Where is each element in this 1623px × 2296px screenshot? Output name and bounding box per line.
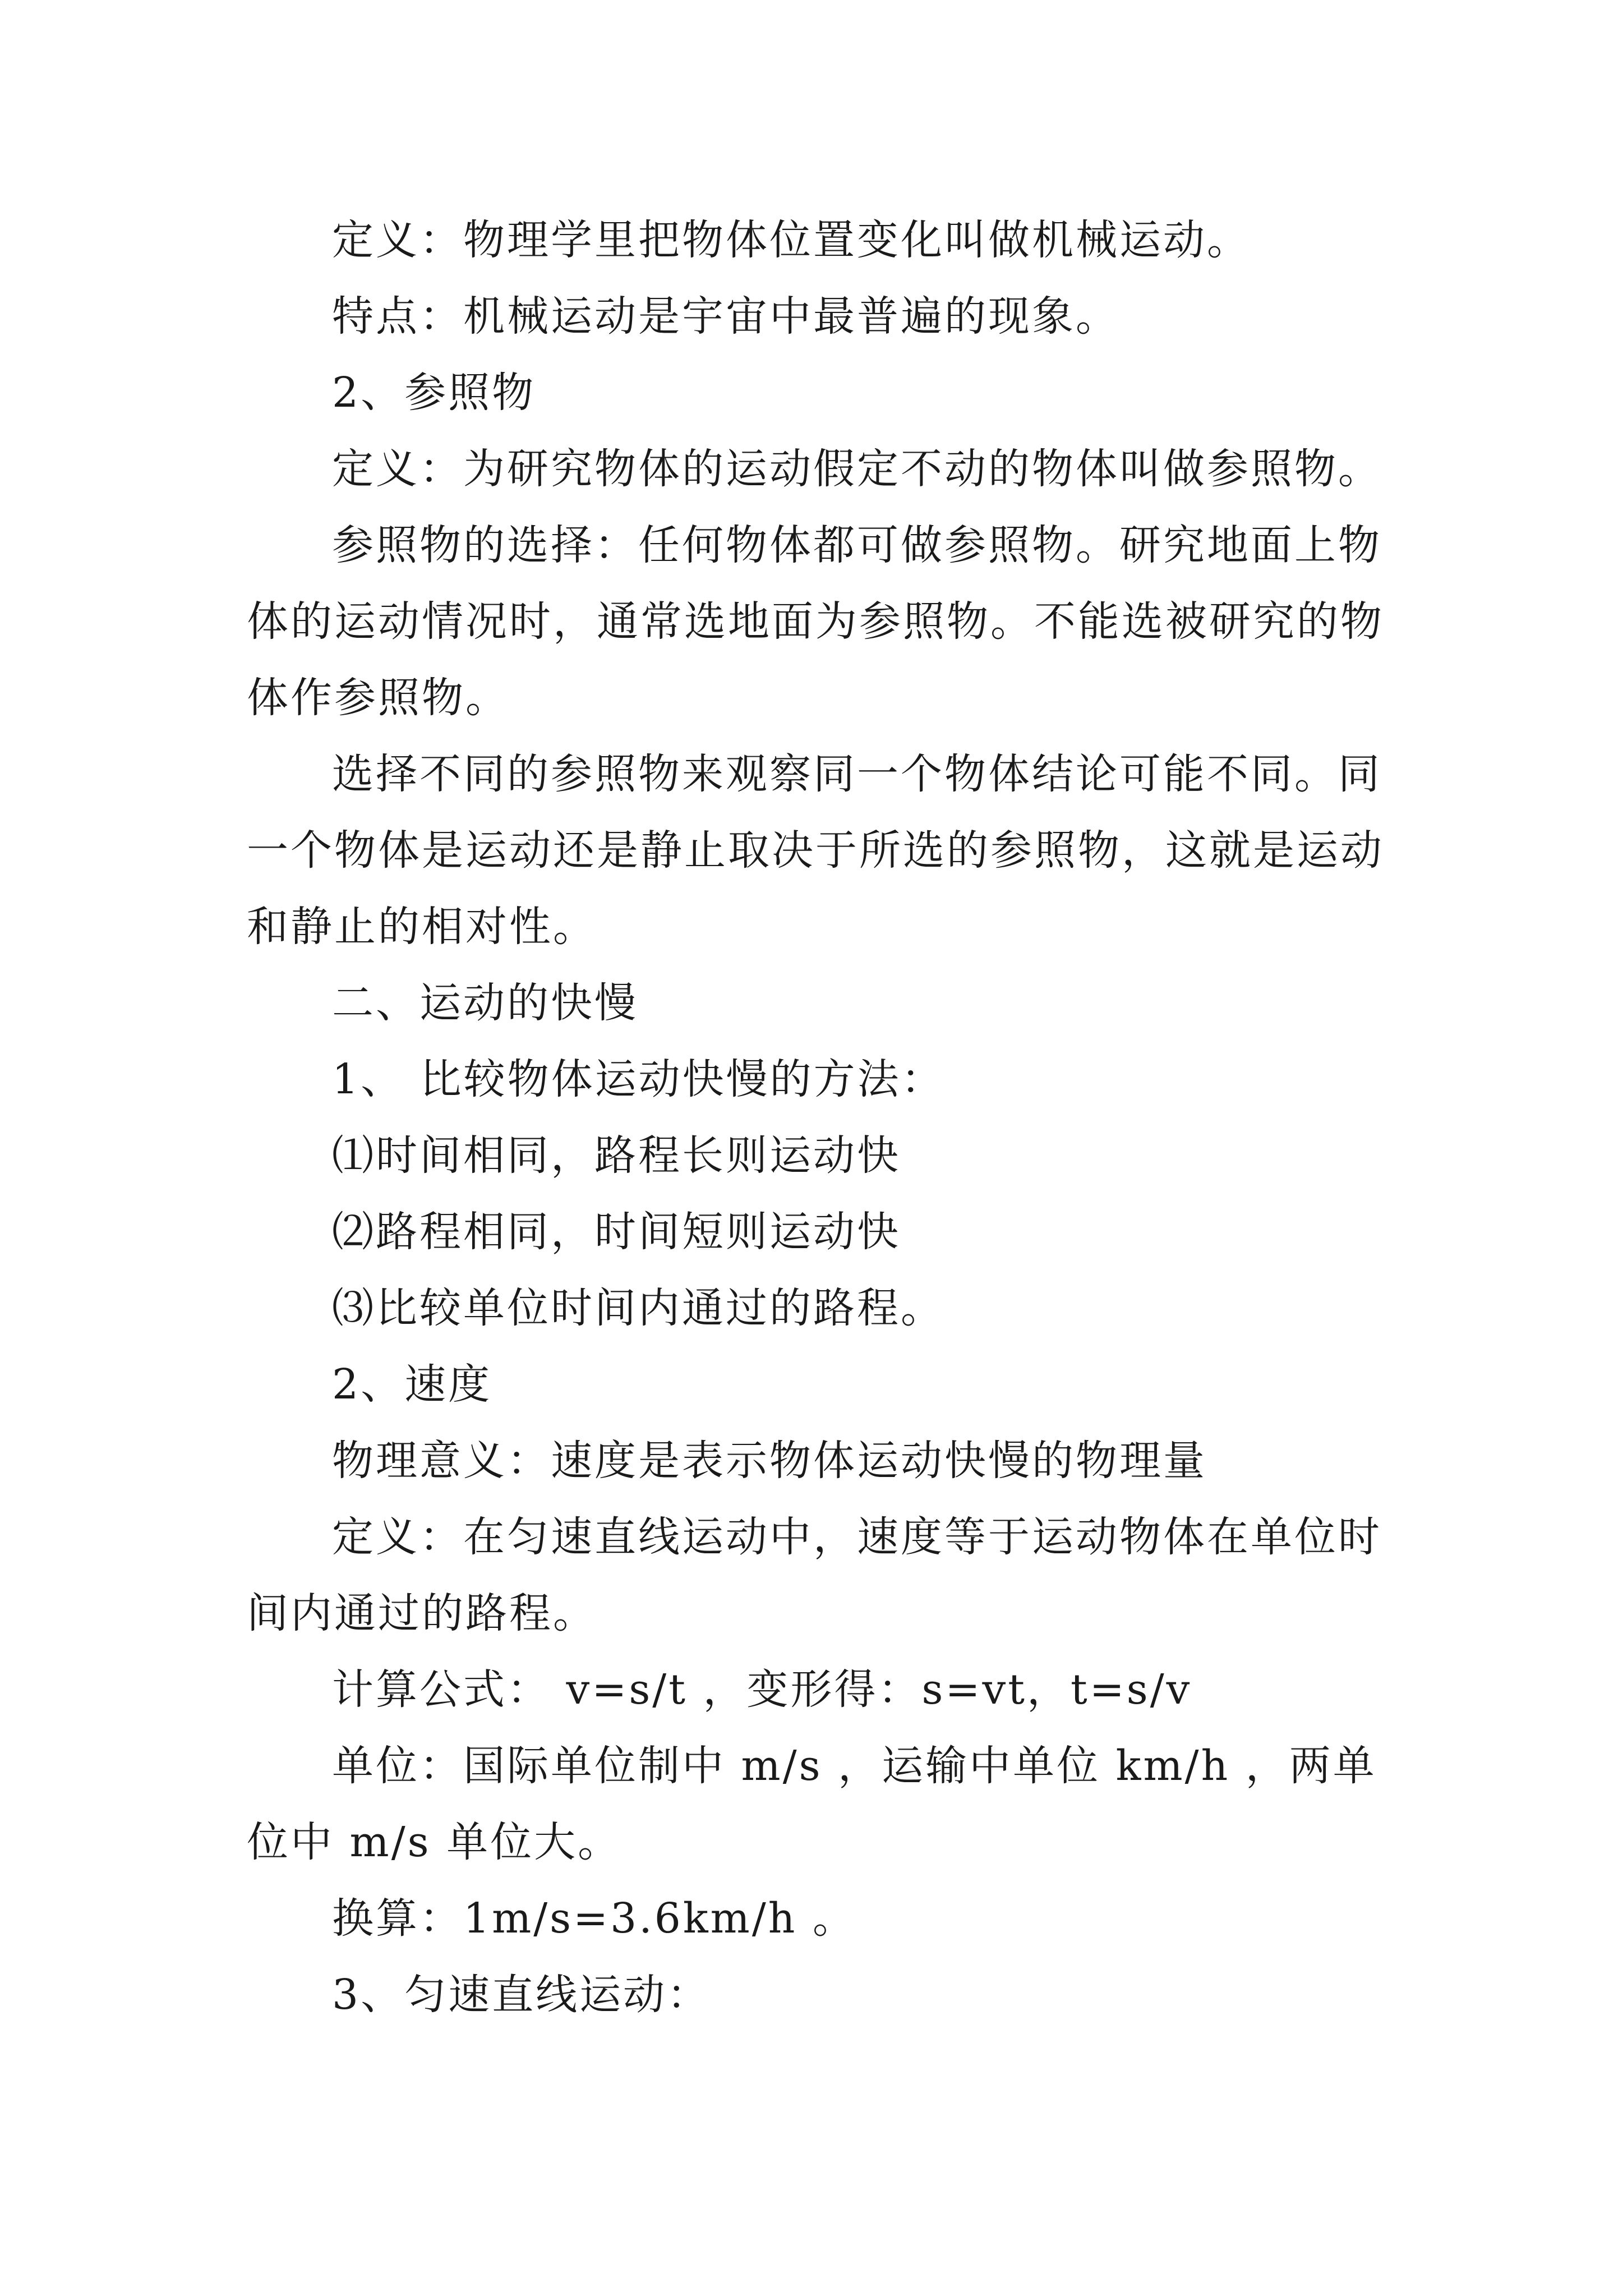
heading-uniform-linear-motion: 3、匀速直线运动： xyxy=(332,1971,711,2019)
paragraph-speed-physical-meaning: 物理意义：速度是表示物体运动快慢的物理量 xyxy=(332,1437,1207,1485)
paragraph-speed-units: 单位：国际单位制中 m/s ，运输中单位 km/h ，两单位中 m/s 单位大。 xyxy=(247,1742,1377,1866)
paragraph-speed-definition: 定义：在匀速直线运动中，速度等于运动物体在单位时间内通过的路程。 xyxy=(247,1513,1382,1637)
heading-reference-object: 2、参照物 xyxy=(332,369,536,417)
paragraph-speed-formula: 计算公式： v=s/t ，变形得：s=vt，t=s/v xyxy=(332,1665,1192,1714)
document-body xyxy=(247,202,1385,2033)
paragraph-reference-object-selection: 参照物的选择：任何物体都可做参照物。研究地面上物体的运动情况时，通常选地面为参照物。不能选被研究的物体作参照物。 xyxy=(247,521,1384,722)
list-item-method-3: ⑶比较单位时间内通过的路程。 xyxy=(332,1284,944,1332)
list-item-method-2: ⑵路程相同，时间短则运动快 xyxy=(332,1208,901,1256)
list-item-method-1: ⑴时间相同，路程长则运动快 xyxy=(332,1131,901,1180)
heading-speed-of-motion: 二、运动的快慢 xyxy=(332,979,638,1027)
paragraph-unit-conversion: 换算：1m/s=3.6km/h 。 xyxy=(332,1894,856,1943)
heading-compare-speed-methods: 1、 比较物体运动快慢的方法： xyxy=(332,1055,945,1103)
paragraph-mechanical-motion-feature: 特点：机械运动是宇宙中最普遍的现象。 xyxy=(332,292,1119,341)
paragraph-mechanical-motion-definition: 定义：物理学里把物体位置变化叫做机械运动。 xyxy=(332,216,1251,264)
paragraph-reference-object-definition: 定义：为研究物体的运动假定不动的物体叫做参照物。 xyxy=(332,445,1382,493)
paragraph-relativity-of-motion: 选择不同的参照物来观察同一个物体结论可能不同。同一个物体是运动还是静止取决于所选的参照物，这就是运动和静止的相对性。 xyxy=(247,750,1384,951)
heading-speed: 2、速度 xyxy=(332,1360,492,1409)
